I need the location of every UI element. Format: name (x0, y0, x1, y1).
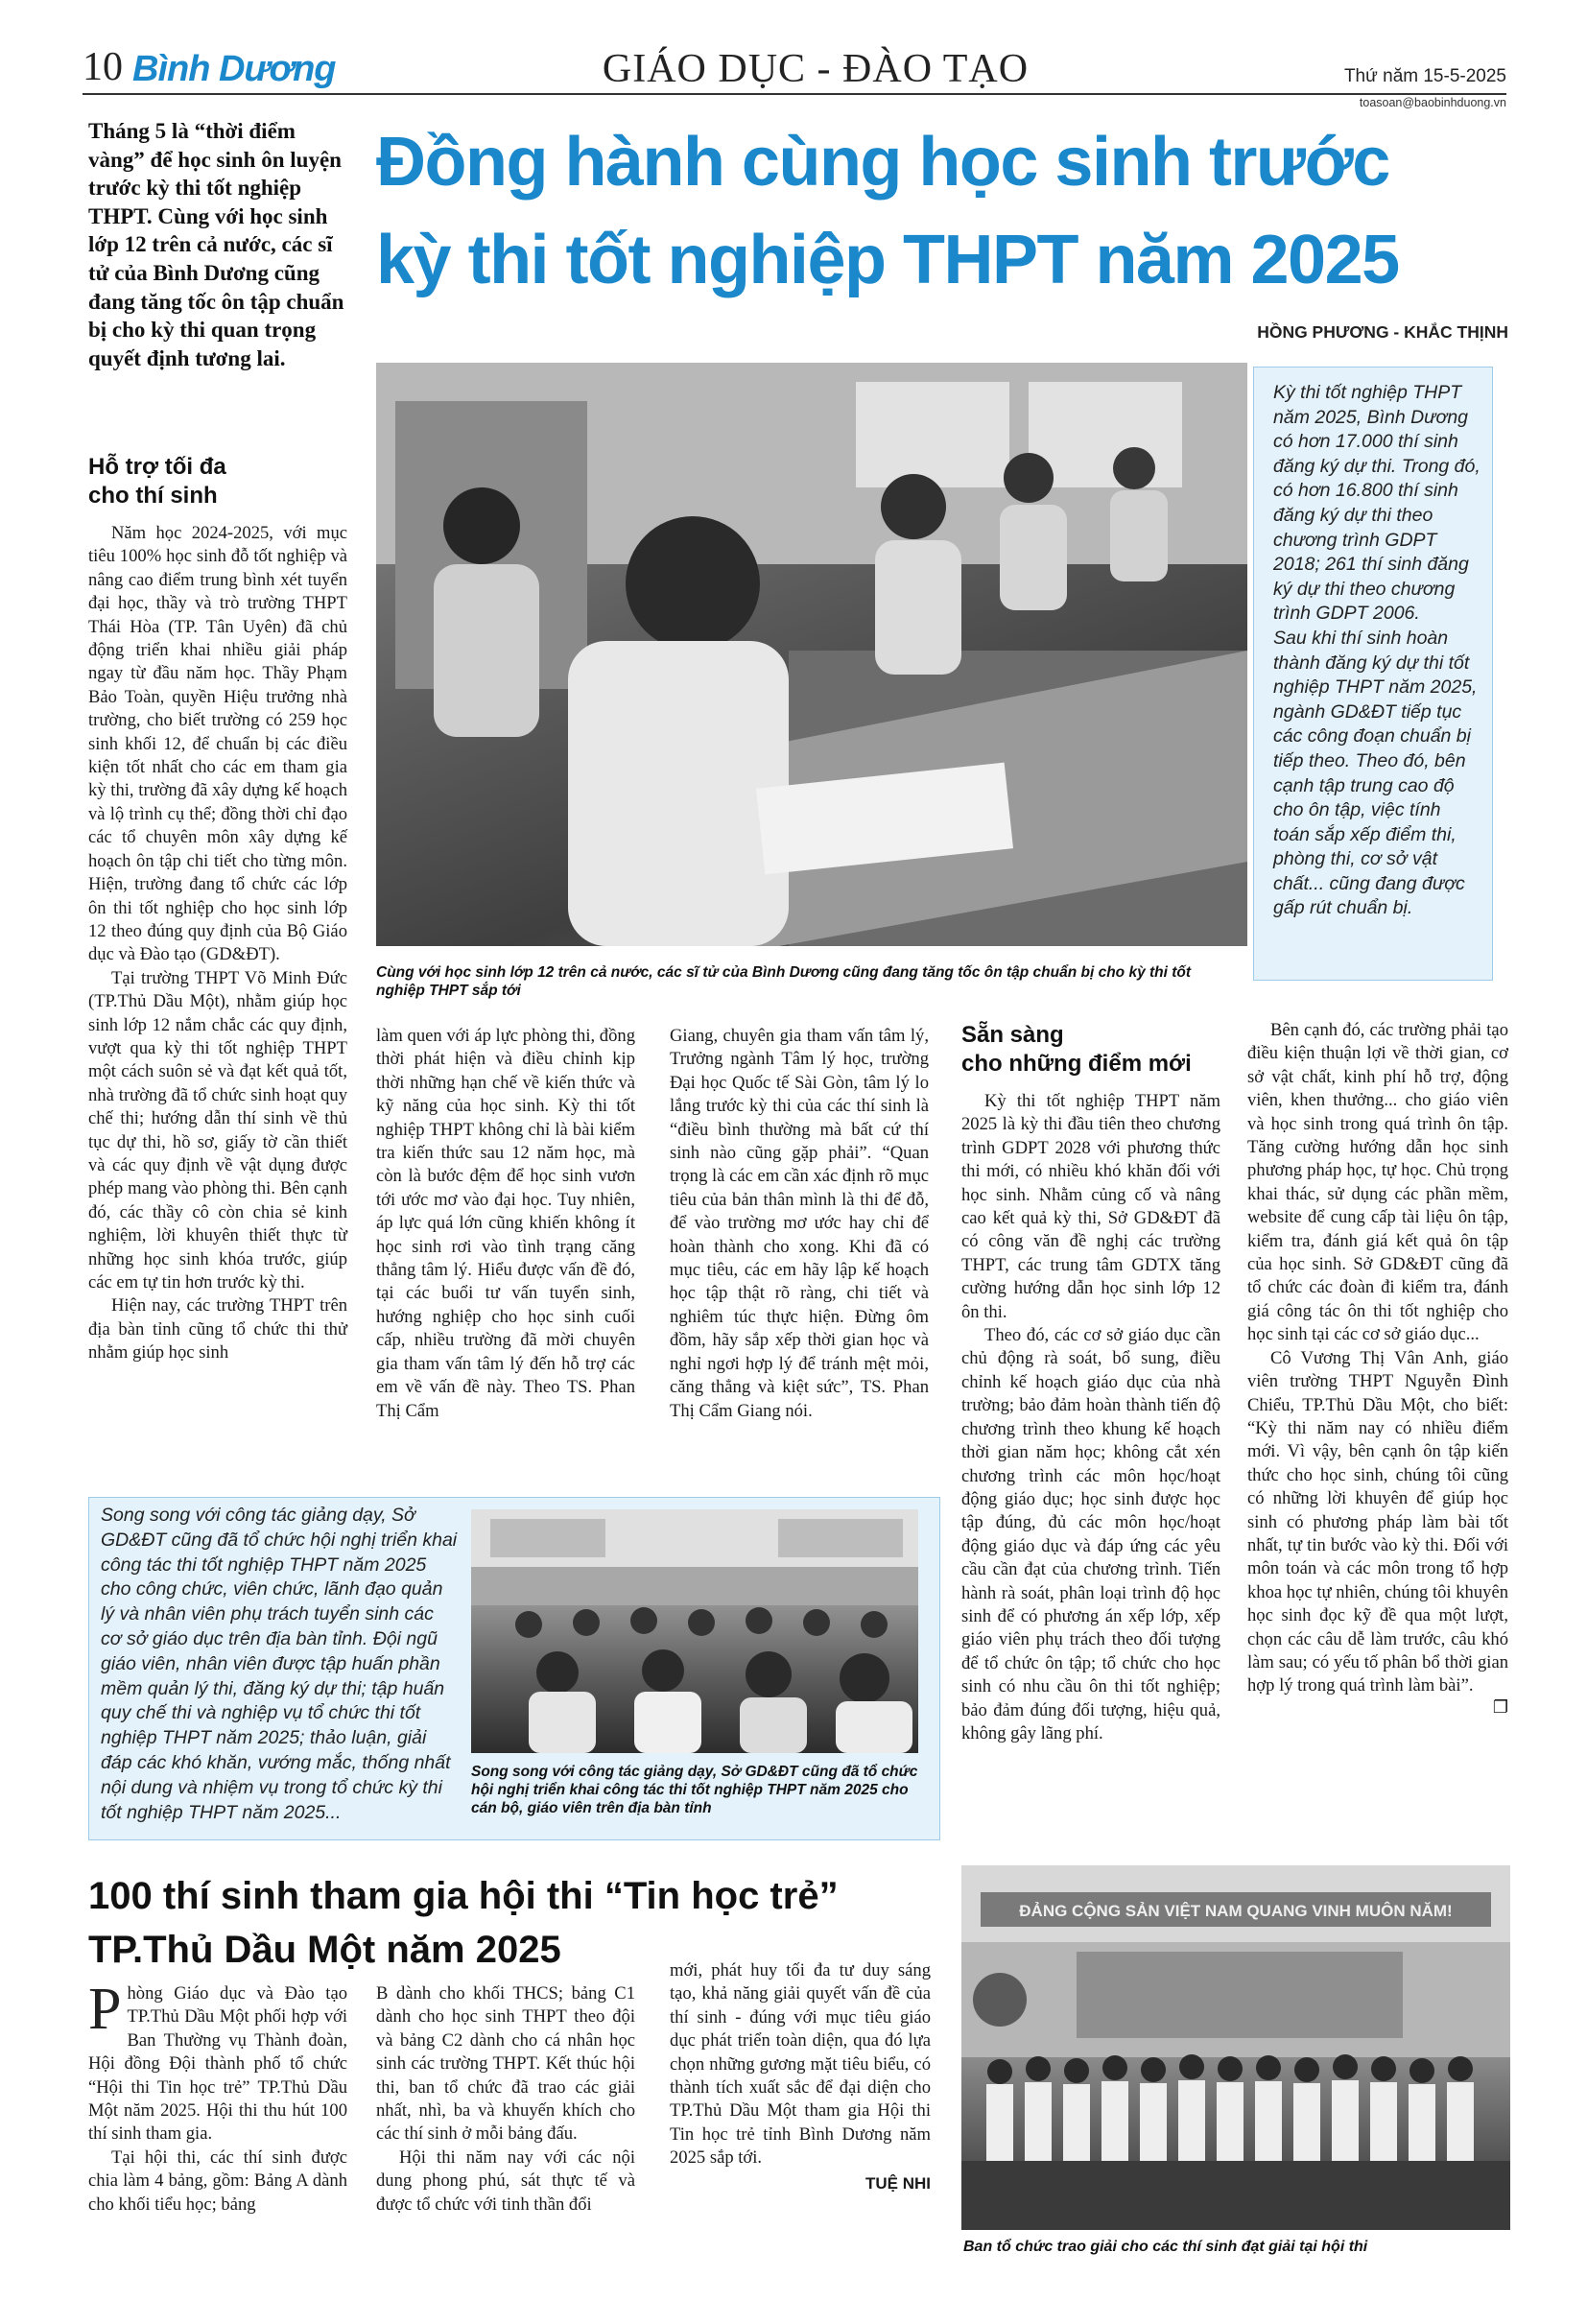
article-column-1 (88, 522, 347, 1365)
info-paragraph: Sau khi thí sinh hoàn thành đăng ký dự thi tốt nghiệp THPT năm 2025, ngành GD&ĐT tiếp tục các công đoạn chuẩn bị tiếp theo. Theo đó, bên cạnh tập trung cao độ cho ôn tập, việc tính toán sắp xếp điểm thi, phòng thi, cơ sở vật chất... cũng đang được gấp rút chuẩn bị. (1273, 627, 1478, 919)
paragraph: Kỳ thi tốt nghiệp THPT năm 2025 là kỳ thi đầu tiên theo chương trình GDPT 2028 với phương thức thi mới, có nhiều khó khăn đối với học sinh. Nhằm củng cố và nâng cao kết quả kỳ thi, Sở GD&ĐT đã có công văn đề nghị các trường THPT, các trung tâm GDTX tăng cường hướng dẫn học sinh lớp 12 ôn thi. (961, 1091, 1220, 1322)
conference-photo-illustration (471, 1509, 918, 1753)
info-box-training (88, 1497, 940, 1840)
masthead-logo: Bình Dương (132, 49, 336, 89)
award-photo (961, 1865, 1510, 2230)
paragraph: Cô Vương Thị Vân Anh, giáo viên trường THPT Nguyễn Đình Chiểu, TP.Thủ Dầu Một, cho biết: “Kỳ thi năm nay có nhiều điểm mới. Vì vậy, bên cạnh ôn tập kiến thức cho học sinh, chúng tôi cũng có những lời khuyên để giúp học sinh có phương pháp làm bài tốt nhất, tự tin bước vào kỳ thi. Đối với môn toán và các môn trong tổ hợp khoa học tự nhiên, chúng tôi khuyên học sinh đọc kỹ đề qua một lượt, chọn các câu dễ làm trước, câu khó làm sau; có yếu tố phân bổ thời gian hợp lý trong quá trình làm bài”. (1247, 1347, 1508, 1696)
award-photo-caption: Ban tổ chức trao giải cho các thí sinh đạt giải tại hội thi (963, 2239, 1368, 2255)
paragraph: Tại trường THPT Võ Minh Đức (TP.Thủ Dầu Một), nhằm giúp học sinh lớp 12 nắm chắc các quy định, vượt qua kỳ thi tốt nghiệp THPT một cách suôn sẻ và đạt kết quả tốt, nhà trường đã tổ chức sinh hoạt quy chế thi; hướng dẫn thí sinh về thủ tục dự thi, hồ sơ, giấy tờ cần thiết và các quy định về vật dụng được phép mang vào phòng thi. Bên cạnh đó, các thầy cô còn chia sẻ kinh nghiệm, lời khuyên thiết thực từ những học sinh khóa trước, giúp các em tự tin hơn trước kỳ thi. (88, 967, 347, 1292)
page-header (0, 0, 1587, 109)
award-photo-illustration (961, 1865, 1510, 2230)
subheading-ho-tro: Hỗ trợ tối đa cho thí sinh (88, 454, 226, 509)
paragraph: B dành cho khối THCS; bảng C1 dành cho học sinh THPT theo đội và bảng C2 dành cho cá nhân học sinh các trường THPT. Kết thúc hội thi, ban tổ chức đã trao các giải nhất, nhì, ba và khuyến khích cho các thí sinh ở mỗi bảng đấu. (376, 1983, 635, 2145)
article-column-2 (376, 1025, 635, 1423)
second-article-column-1 (88, 1977, 347, 2217)
article-column-4 (961, 1090, 1220, 1745)
second-headline-line2: TP.Thủ Dầu Một năm 2025 (88, 1929, 561, 1971)
info-box-exam-stats (1253, 367, 1493, 981)
paragraph: Theo đó, các cơ sở giáo dục cần chủ động rà soát, bổ sung, điều chỉnh kế hoạch giáo dục của nhà trường; bảo đảm hoàn thành tiến độ chương trình theo khung kế hoạch thời gian năm học; không cắt xén chương trình các môn học/hoạt động giáo dục; học sinh được học tập đúng, đủ các môn học/hoạt động giáo dục và đáp ứng các yêu cầu cần đạt của chương trình. Tiến hành rà soát, phân loại trình độ học sinh để có phương án xếp lớp, xếp giáo viên phụ trách theo đối tượng để tổ chức ôn tập; tổ chức cho học sinh có nhu cầu ôn thi tốt nghiệp; bảo đảm đúng đối tượng, hiệu quả, không gây lãng phí. (961, 1325, 1220, 1743)
conference-photo-caption: Song song với công tác giảng dạy, Sở GD&ĐT cũng đã tổ chức hội nghị triển khai công tác thi tốt nghiệp THPT năm 2025 cho cán bộ, giáo viên trên địa bàn tỉnh (471, 1764, 918, 1816)
classroom-photo-illustration (376, 363, 1247, 946)
page-number: 10 (83, 45, 123, 89)
subheading-san-sang: Sẵn sàng cho những điểm mới (961, 1022, 1192, 1077)
info-paragraph: Kỳ thi tốt nghiệp THPT năm 2025, Bình Dương có hơn 17.000 thí sinh đăng ký dự thi. Trong đó, có hơn 16.800 thí sinh đăng ký dự thi theo chương trình GDPT 2018; 261 thí sinh đăng ký dự thi theo chương trình GDPT 2006. (1273, 382, 1480, 625)
issue-date: Thứ năm 15-5-2025 (1343, 66, 1506, 86)
info-box-training-text: Song song với công tác giảng dạy, Sở GD&ĐT cũng đã tổ chức hội nghị triển khai công tác thi tốt nghiệp THPT năm 2025 cho công chức, viên chức, lãnh đạo quản lý và nhân viên phụ trách tuyển sinh các cơ sở giáo dục trên địa bàn tỉnh. Đội ngũ giáo viên, nhân viên được tập huấn phần mềm quản lý thi, đăng ký dự thi; tập huấn quy chế thi và nghiệp vụ tổ chức thi tốt nghiệp THPT năm 2025; thảo luận, giải đáp các khó khăn, vướng mắc, thống nhất nội dung và nhiệm vụ trong tổ chức kỳ thi tốt nghiệp THPT năm 2025... (101, 1505, 458, 1823)
paragraph: làm quen với áp lực phòng thi, đồng thời phát hiện và điều chỉnh kịp thời những hạn chế về kiến thức và kỹ năng của học sinh. Kỳ thi tốt nghiệp THPT không chỉ là bài kiểm tra kiến thức sau 12 năm học, mà còn là bước đệm để học sinh vươn tới ước mơ vào đại học. Tuy nhiên, áp lực quá lớn cũng khiến không ít học sinh rơi vào tình trạng căng thẳng tâm lý. Hiểu được vấn đề đó, tại các buổi tư vấn tuyển sinh, hướng nghiệp cho học sinh cuối cấp, nhiều trường đã mời chuyên gia tham vấn tâm lý đến hỗ trợ các em về vấn đề này. Theo TS. Phan Thị Cẩm (376, 1026, 635, 1421)
second-article-column-2 (376, 1982, 635, 2217)
second-headline-line1: 100 thí sinh tham gia hội thi “Tin học trẻ” (88, 1875, 839, 1917)
article-column-5 (1247, 1019, 1508, 1718)
drop-cap: P (88, 1977, 122, 2042)
paragraph: Hiện nay, các trường THPT trên địa bàn tỉnh cũng tổ chức thi thử nhằm giúp học sinh (88, 1295, 347, 1364)
paragraph: mới, phát huy tối đa tư duy sáng tạo, khả năng giải quyết vấn đề của thí sinh - đúng với mục tiêu giáo dục phát triển toàn diện, qua đó lựa chọn những gương mặt tiêu biểu, có thành tích xuất sắc để đại diện cho TP.Thủ Dầu Một tham gia Hội thi Tin học trẻ tỉnh Bình Dương năm 2025 sắp tới. (670, 1960, 931, 2169)
award-banner-text: ĐẢNG CỘNG SẢN VIỆT NAM QUANG VINH MUÔN NĂM! (1019, 1902, 1453, 1920)
article-column-3 (670, 1025, 929, 1423)
main-headline-line1: Đồng hành cùng học sinh trước (376, 124, 1389, 201)
main-photo-classroom (376, 363, 1247, 946)
paragraph: Giang, chuyên gia tham vấn tâm lý, Trưởng ngành Tâm lý học, trường Đại học Quốc tế Sài Gòn, tâm lý lo lắng trước kỳ thi của các thí sinh là “điều bình thường mà bất cứ thí sinh nào cũng gặp phải”. “Quan trọng là các em cần xác định rõ mục tiêu của bản thân mình là thi để đỗ, để vào trường mơ ước hay chỉ để hoàn thành cho xong. Khi đã có mục tiêu, các em hãy lập kế hoạch học tập thật rõ ràng, chi tiết và nghiêm túc thực hiện. Đừng ôm đồm, hãy sắp xếp thời gian học và nghỉ ngơi hợp lý để tránh mệt mỏi, căng thẳng và kiệt sức”, TS. Phan Thị Cẩm Giang nói. (670, 1026, 929, 1421)
second-byline: TUỆ NHI (865, 2173, 931, 2193)
section-title: GIÁO DỤC - ĐÀO TẠO (602, 47, 1030, 91)
paragraph: Bên cạnh đó, các trường phải tạo điều kiện thuận lợi về thời gian, cơ sở vật chất, kinh phí hỗ trợ, động viên, khen thưởng... cho giáo viên và học sinh trong quá trình ôn tập. Tăng cường hướng dẫn học sinh phương pháp học, tự học. Chủ trọng khai thác, sử dụng các phần mềm, website để cung cấp tài liệu ôn tập, kiểm tra, đánh giá kết quả ôn tập của học sinh. Sở GD&ĐT cũng đã tổ chức các đoàn đi kiểm tra, đánh giá công tác ôn thi tốt nghiệp cho học sinh tại các cơ sở giáo dục... (1247, 1020, 1508, 1345)
second-article-column-3 (670, 1959, 931, 2195)
paragraph: Năm học 2024-2025, với mục tiêu 100% học sinh đỗ tốt nghiệp và nâng cao điểm trung bình xét tuyển đại học, thầy và trò trường THPT Thái Hòa (TP. Tân Uyên) đã chủ động triển khai nhiều giải pháp ngay từ đầu năm học. Thầy Phạm Bảo Toàn, quyền Hiệu trưởng nhà trường, cho biết trường có 259 học sinh khối 12, để chuẩn bị các điều kiện tốt nhất cho các em tham gia kỳ thi, trường đã xây dựng kế hoạch và lộ trình cụ thể; đồng thời chỉ đạo các tổ chuyên môn xây dựng kế hoạch ôn tập chi tiết cho từng môn. Hiện, trường đang tổ chức các lớp ôn thi tốt nghiệp cho học sinh lớp 12 theo đúng quy định của Bộ Giáo dục và Đào tạo (GD&ĐT). (88, 523, 347, 965)
paragraph: P hòng Giáo dục và Đào tạo TP.Thủ Dầu Một phối hợp với Ban Thường vụ Thành đoàn, Hội đồng Đội thành phố tổ chức “Hội thi Tin học trẻ” TP.Thủ Dầu Một năm 2025. Hội thi thu hút 100 thí sinh tham gia. (88, 1977, 347, 2145)
lead-paragraph: Tháng 5 là “thời điểm vàng” để học sinh ôn luyện trước kỳ thi tốt nghiệp THPT. Cùng với học sinh lớp 12 trên cả nước, các sĩ tử của Bình Dương cũng đang tăng tốc ôn tập chuẩn bị cho kỳ thi quan trọng quyết định tương lai. (88, 119, 344, 370)
main-headline (376, 113, 1508, 309)
paragraph: Hội thi năm nay với các nội dung phong phú, sát thực tế và được tổ chức với tinh thần đổi (376, 2146, 635, 2215)
main-photo-caption: Cùng với học sinh lớp 12 trên cả nước, các sĩ tử của Bình Dương cũng đang tăng tốc ôn tập chuẩn bị cho kỳ thi tốt nghiệp THPT sắp tới (376, 964, 1192, 999)
contact-email: toasoan@baobinhduong.vn (1359, 96, 1506, 109)
header-rule (83, 93, 1506, 95)
main-byline: HỒNG PHƯƠNG - KHẮC THỊNH (1257, 322, 1508, 342)
paragraph: Tại hội thi, các thí sinh được chia làm 4 bảng, gồm: Bảng A dành cho khối tiểu học; bảng (88, 2146, 347, 2215)
conference-photo (471, 1509, 918, 1753)
end-mark-icon: ❐ (1492, 1697, 1508, 1718)
main-headline-line2: kỳ thi tốt nghiệp THPT năm 2025 (376, 222, 1399, 298)
